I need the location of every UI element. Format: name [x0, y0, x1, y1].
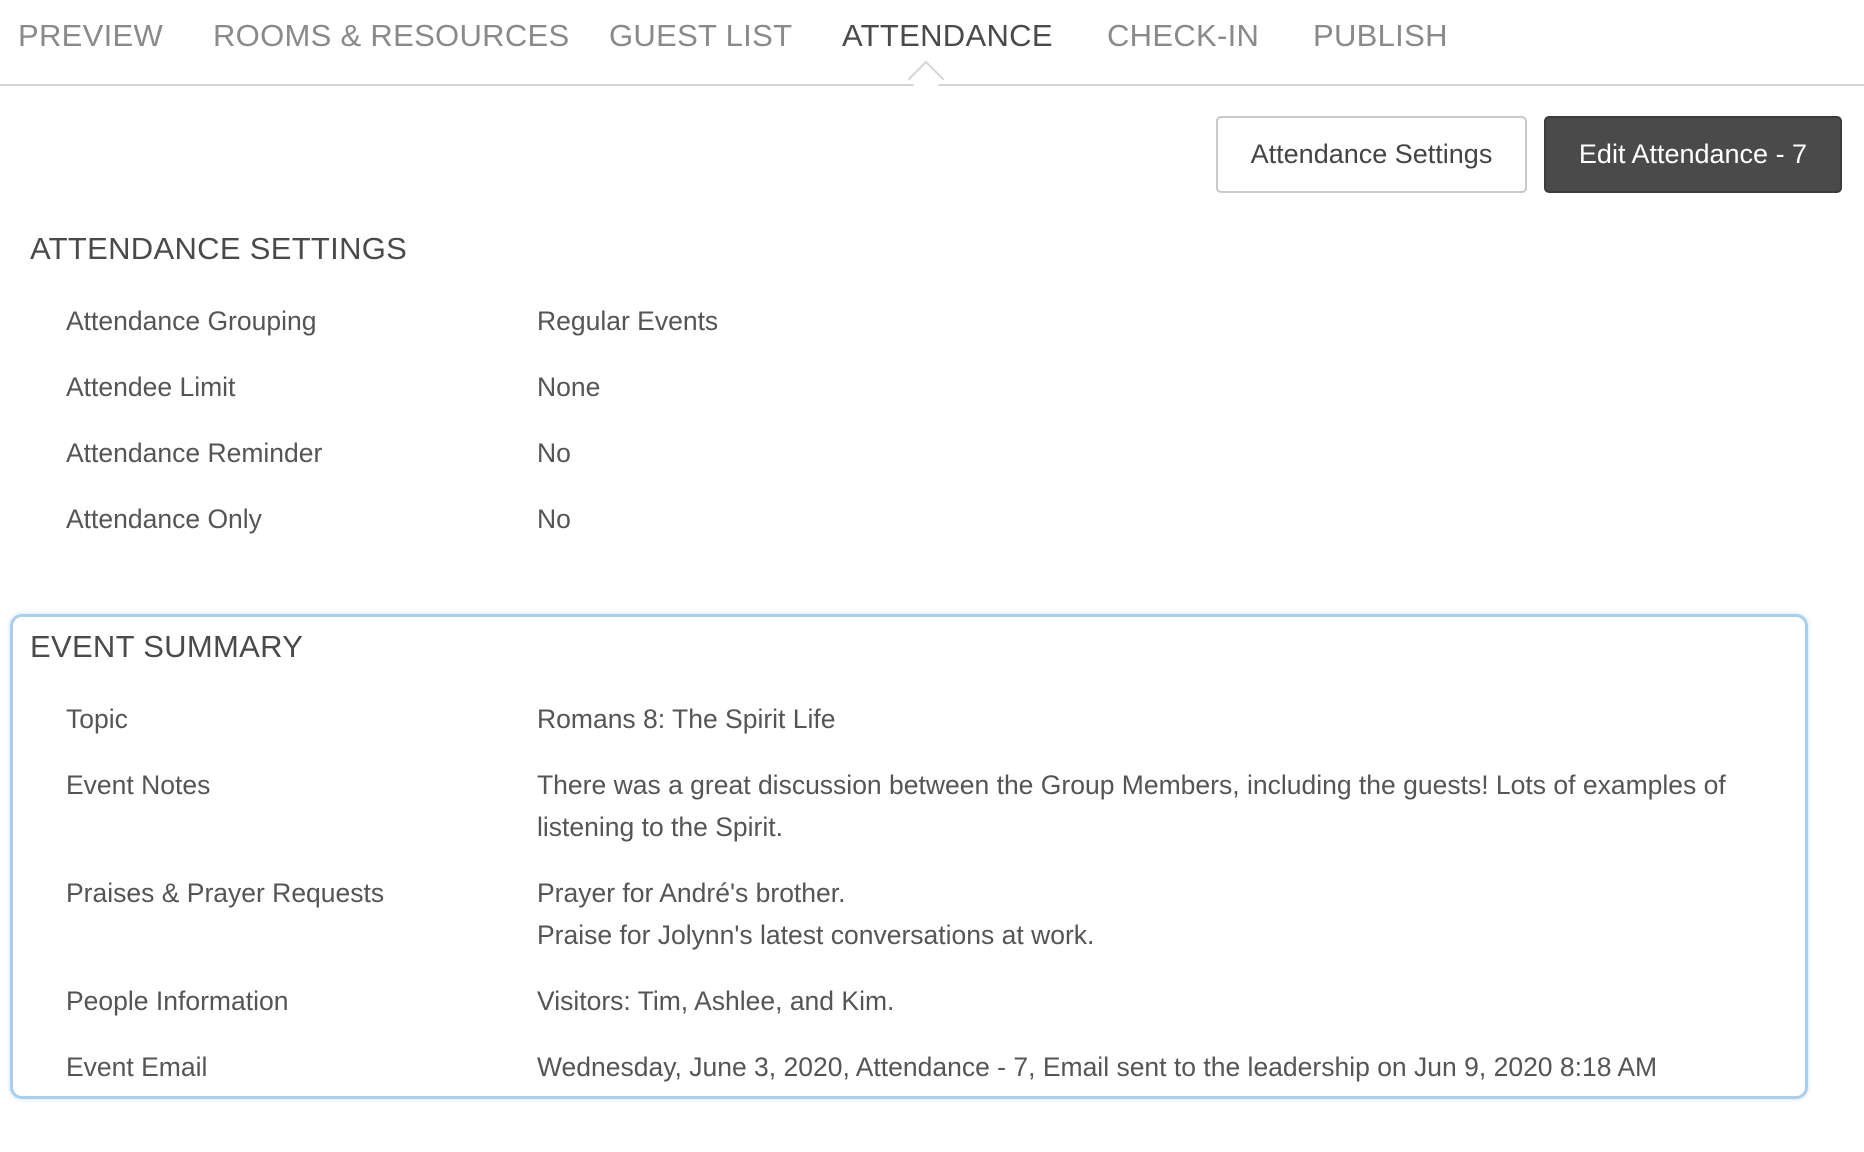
summary-value-event-notes: There was a great discussion between the Group Members, including the guests! Lots of examples of listening to the Spirit.	[537, 770, 1726, 842]
settings-value-reminder: No	[537, 438, 571, 468]
settings-label-attendance-only: Attendance Only	[66, 504, 262, 534]
summary-label-event-email: Event Email	[66, 1052, 208, 1082]
summary-value-event-email: Wednesday, June 3, 2020, Attendance - 7, Email sent to the leadership on Jun 9, 2020 8:18 AM	[537, 1052, 1658, 1082]
edit-attendance-button[interactable]: Edit Attendance - 7	[1544, 116, 1842, 193]
settings-label-reminder: Attendance Reminder	[66, 438, 323, 468]
tab-publish[interactable]: PUBLISH	[1313, 18, 1448, 53]
summary-label-event-notes: Event Notes	[66, 770, 211, 800]
tab-preview[interactable]: PREVIEW	[18, 18, 164, 53]
settings-value-attendee-limit: None	[537, 372, 601, 402]
attendance-settings-button[interactable]: Attendance Settings	[1216, 116, 1527, 193]
summary-label-topic: Topic	[66, 704, 128, 734]
summary-value-praise-line: Praise for Jolynn's latest conversations at work.	[537, 920, 1095, 950]
attendance-settings-title: ATTENDANCE SETTINGS	[30, 231, 408, 266]
tab-attendance[interactable]: ATTENDANCE	[842, 18, 1053, 53]
summary-value-prayer-line: Prayer for André's brother.	[537, 878, 846, 908]
summary-label-praises-prayer: Praises & Prayer Requests	[66, 878, 385, 908]
active-tab-indicator	[908, 61, 945, 98]
settings-label-attendee-limit: Attendee Limit	[66, 372, 236, 402]
tab-bar	[0, 0, 1864, 86]
event-summary-title: EVENT SUMMARY	[30, 629, 304, 664]
tab-rooms-resources[interactable]: ROOMS & RESOURCES	[213, 18, 570, 53]
settings-value-grouping: Regular Events	[537, 306, 719, 336]
settings-label-grouping: Attendance Grouping	[66, 306, 317, 336]
summary-value-people-info: Visitors: Tim, Ashlee, and Kim.	[537, 986, 895, 1016]
summary-value-topic: Romans 8: The Spirit Life	[537, 704, 836, 734]
settings-value-attendance-only: No	[537, 504, 571, 534]
summary-label-people-info: People Information	[66, 986, 289, 1016]
tab-check-in[interactable]: CHECK-IN	[1107, 18, 1260, 53]
event-summary-panel	[10, 614, 1808, 1099]
tab-guest-list[interactable]: GUEST LIST	[609, 18, 793, 53]
